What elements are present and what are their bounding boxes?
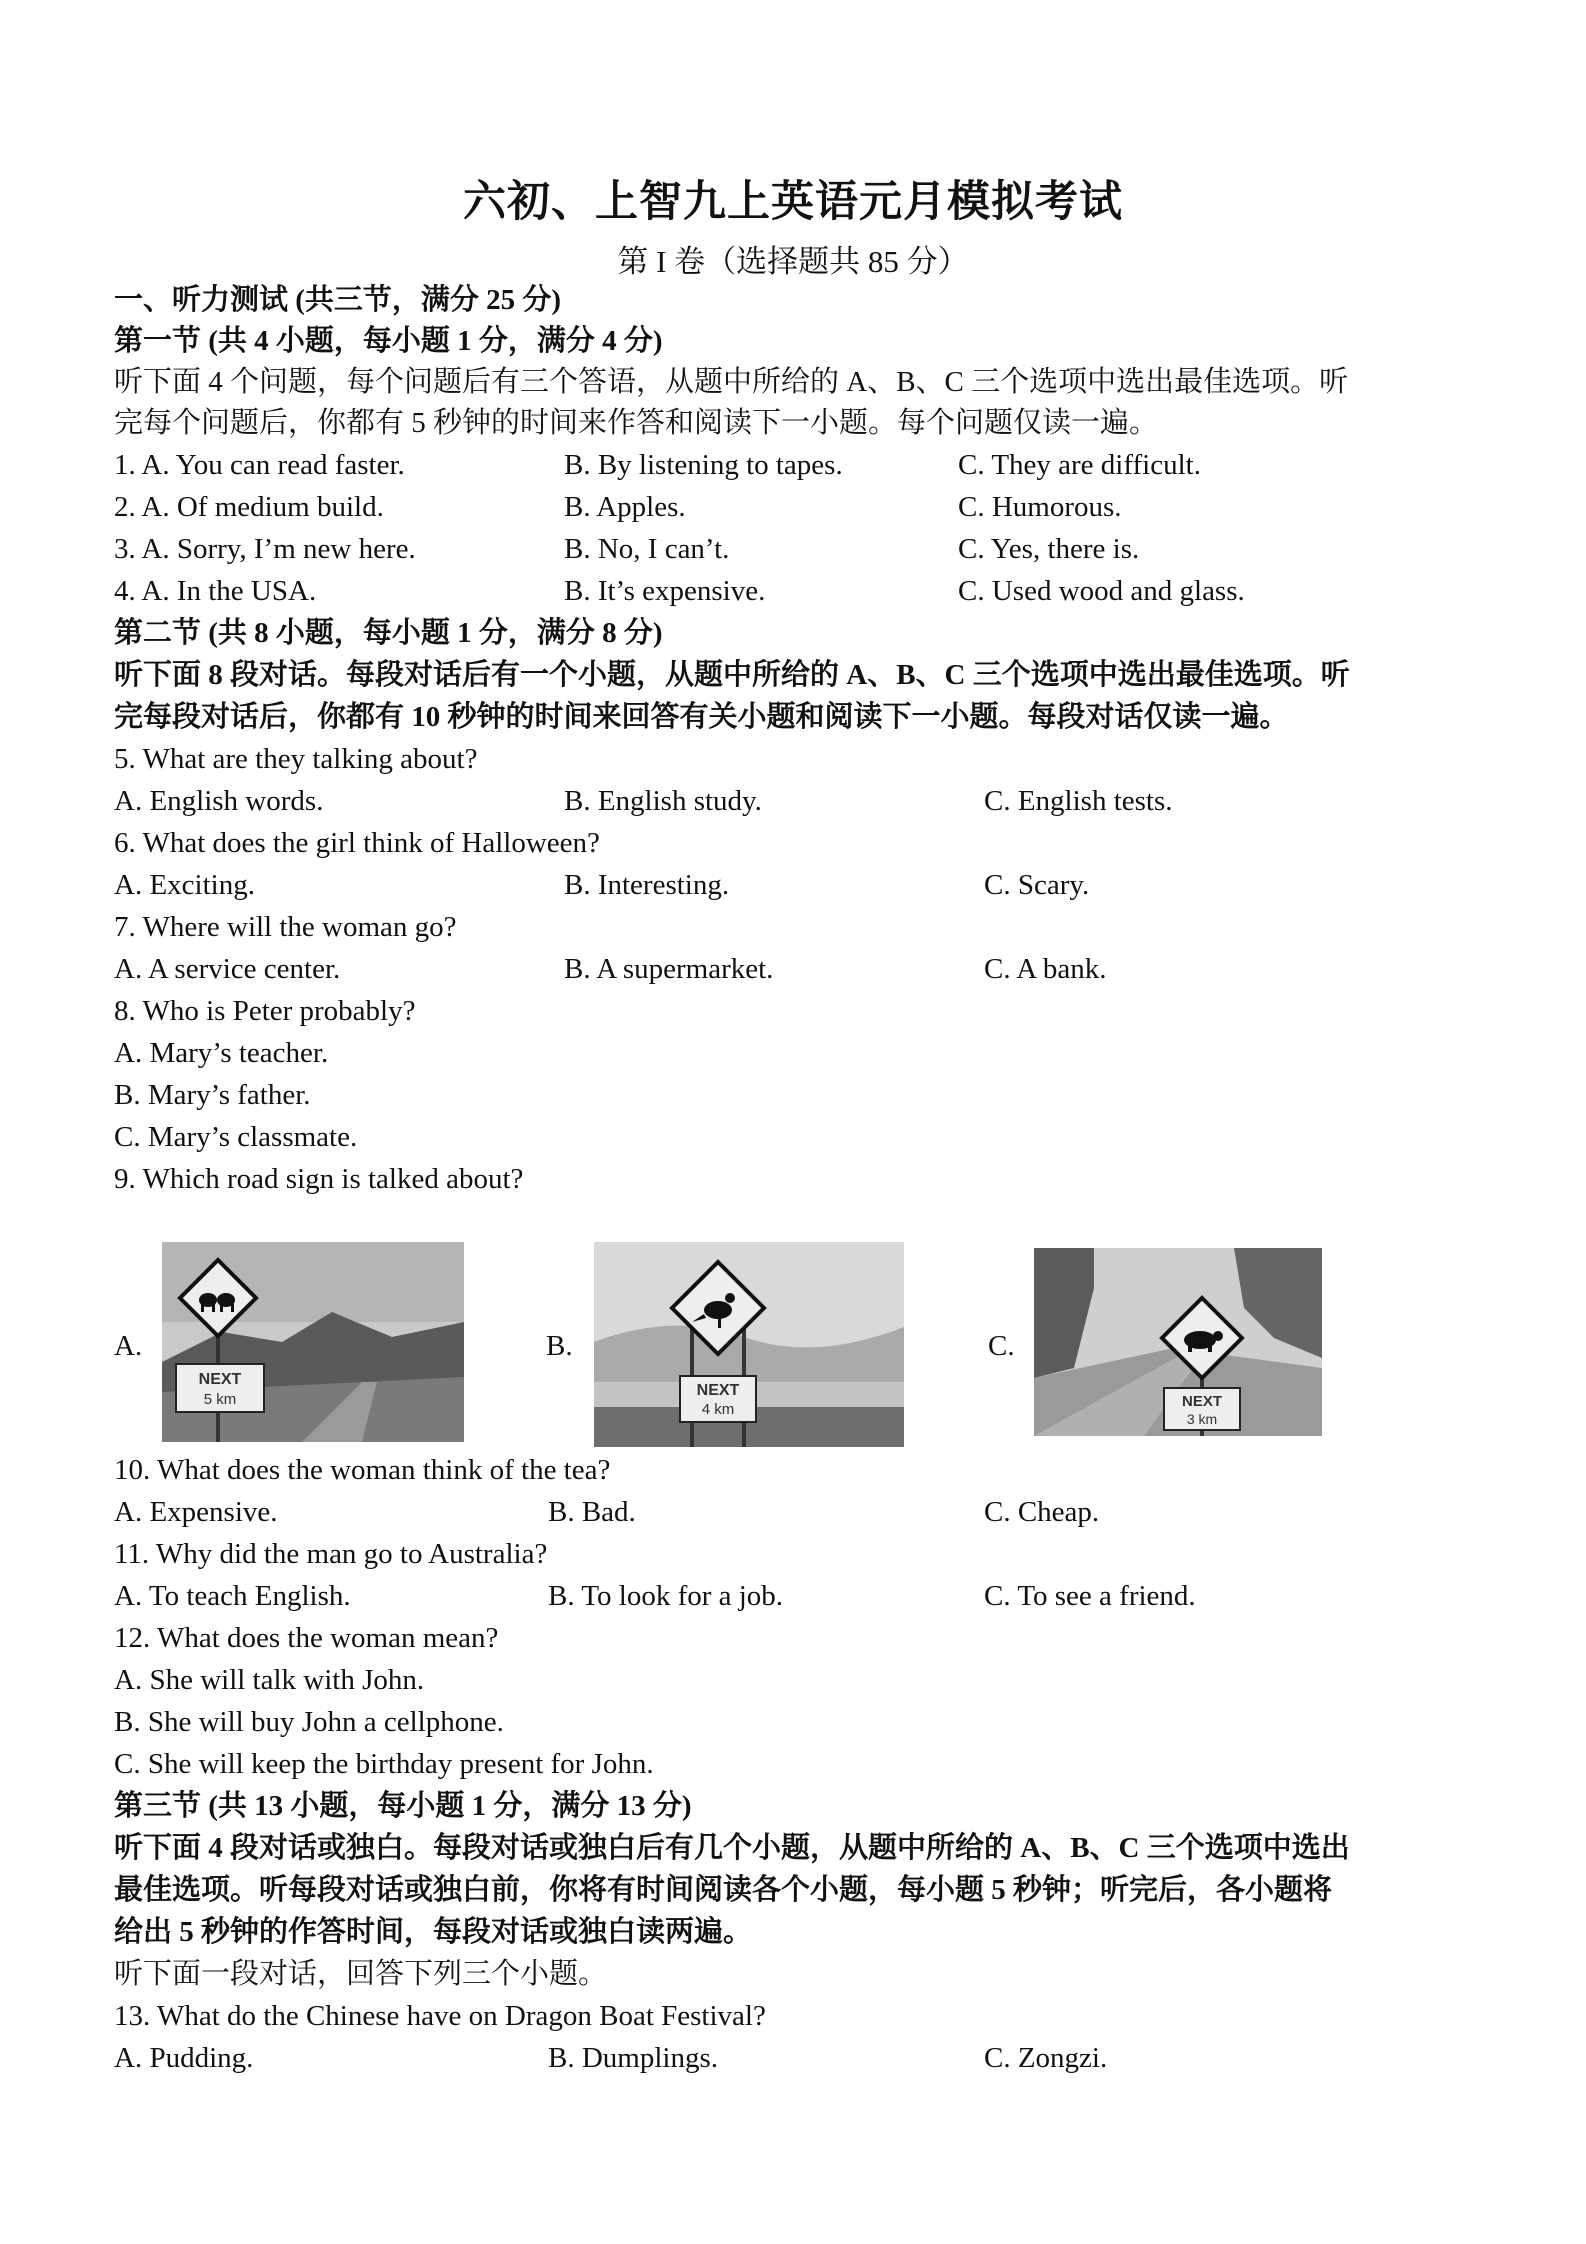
section3-instruction-line2: 最佳选项。听每段对话或独白前，你将有时间阅读各个小题，每小题 5 秒钟；听完后，各小题将 <box>114 1874 1333 1906</box>
sign-c-next-text: NEXT <box>1181 1393 1223 1410</box>
q6-stem: 6. What does the girl think of Halloween? <box>114 827 600 859</box>
q3-option-a: 3. A. Sorry, I’m new here. <box>114 533 416 565</box>
q9-option-b-label: B. <box>546 1330 573 1362</box>
sign-a-distance-text: 5 km <box>203 1391 237 1408</box>
q11-stem: 11. Why did the man go to Australia? <box>114 1538 548 1570</box>
q11-option-b: B. To look for a job. <box>548 1580 784 1612</box>
q10-option-c: C. Cheap. <box>984 1496 1100 1528</box>
q4-option-c: C. Used wood and glass. <box>958 575 1245 607</box>
q8-option-a: A. Mary’s teacher. <box>114 1037 329 1069</box>
road-sign-a-image <box>162 1242 464 1442</box>
q13-option-c: C. Zongzi. <box>984 2042 1108 2074</box>
part-heading: 一、听力测试 (共三节，满分 25 分) <box>114 284 562 316</box>
q5-stem: 5. What are they talking about? <box>114 743 478 775</box>
sign-b-next-text: NEXT <box>696 1382 740 1399</box>
q8-option-b: B. Mary’s father. <box>114 1079 311 1111</box>
road-sign-b-image <box>594 1242 904 1447</box>
sign-a-next-text: NEXT <box>198 1371 242 1388</box>
q12-option-a: A. She will talk with John. <box>114 1664 425 1696</box>
q7-option-a: A. A service center. <box>114 953 341 985</box>
q4-option-b: B. It’s expensive. <box>564 575 766 607</box>
section1-heading: 第一节 (共 4 小题，每小题 1 分，满分 4 分) <box>114 325 663 357</box>
q11-option-c: C. To see a friend. <box>984 1580 1196 1612</box>
q5-option-b: B. English study. <box>564 785 762 817</box>
q10-stem: 10. What does the woman think of the tea? <box>114 1454 611 1486</box>
section1-instruction-line2: 完每个问题后，你都有 5 秒钟的时间来作答和阅读下一小题。每个问题仅读一遍。 <box>114 407 1159 439</box>
section3-lead: 听下面一段对话，回答下列三个小题。 <box>114 1958 608 1990</box>
q8-option-c: C. Mary’s classmate. <box>114 1121 358 1153</box>
q2-option-a: 2. A. Of medium build. <box>114 491 384 523</box>
q7-option-c: C. A bank. <box>984 953 1107 985</box>
q3-option-b: B. No, I can’t. <box>564 533 730 565</box>
q2-option-c: C. Humorous. <box>958 491 1122 523</box>
sign-b-distance-text: 4 km <box>701 1401 735 1418</box>
q4-option-a: 4. A. In the USA. <box>114 575 317 607</box>
sign-c-distance-text: 3 km <box>1186 1411 1218 1427</box>
q6-option-c: C. Scary. <box>984 869 1090 901</box>
q1-option-a: 1. A. You can read faster. <box>114 449 405 481</box>
q9-option-c-label: C. <box>988 1330 1015 1362</box>
q12-option-b: B. She will buy John a cellphone. <box>114 1706 504 1738</box>
q13-stem: 13. What do the Chinese have on Dragon Boat Festival? <box>114 2000 766 2032</box>
section2-heading: 第二节 (共 8 小题，每小题 1 分，满分 8 分) <box>114 617 663 649</box>
section1-instruction-line1: 听下面 4 个问题，每个问题后有三个答语，从题中所给的 A、B、C 三个选项中选出最佳选项。听 <box>114 366 1349 398</box>
q3-option-c: C. Yes, there is. <box>958 533 1140 565</box>
q11-option-a: A. To teach English. <box>114 1580 351 1612</box>
q6-option-a: A. Exciting. <box>114 869 255 901</box>
page-subtitle: 第 I 卷（选择题共 85 分） <box>617 244 969 279</box>
q10-option-b: B. Bad. <box>548 1496 636 1528</box>
q12-option-c: C. She will keep the birthday present for John. <box>114 1748 654 1780</box>
q10-option-a: A. Expensive. <box>114 1496 278 1528</box>
q9-stem: 9. Which road sign is talked about? <box>114 1163 524 1195</box>
q7-option-b: B. A supermarket. <box>564 953 774 985</box>
q7-stem: 7. Where will the woman go? <box>114 911 457 943</box>
q9-option-a-label: A. <box>114 1330 143 1362</box>
q2-option-b: B. Apples. <box>564 491 686 523</box>
page-title: 六初、上智九上英语元月模拟考试 <box>463 179 1123 226</box>
q13-option-b: B. Dumplings. <box>548 2042 718 2074</box>
q1-option-b: B. By listening to tapes. <box>564 449 843 481</box>
q5-option-c: C. English tests. <box>984 785 1173 817</box>
road-sign-c-image <box>1034 1248 1322 1436</box>
section3-instruction-line1: 听下面 4 段对话或独白。每段对话或独白后有几个小题，从题中所给的 A、B、C 三个选项中选出 <box>114 1832 1350 1864</box>
section3-instruction-line3: 给出 5 秒钟的作答时间，每段对话或独白读两遍。 <box>114 1916 753 1948</box>
q5-option-a: A. English words. <box>114 785 324 817</box>
section2-instruction-line2: 完每段对话后，你都有 10 秒钟的时间来回答有关小题和阅读下一小题。每段对话仅读一遍。 <box>114 701 1289 733</box>
q1-option-c: C. They are difficult. <box>958 449 1201 481</box>
section3-heading: 第三节 (共 13 小题，每小题 1 分，满分 13 分) <box>114 1790 692 1822</box>
section2-instruction-line1: 听下面 8 段对话。每段对话后有一个小题，从题中所给的 A、B、C 三个选项中选出最佳选项。听 <box>114 659 1350 691</box>
q6-option-b: B. Interesting. <box>564 869 730 901</box>
q12-stem: 12. What does the woman mean? <box>114 1622 499 1654</box>
q8-stem: 8. Who is Peter probably? <box>114 995 416 1027</box>
q13-option-a: A. Pudding. <box>114 2042 254 2074</box>
